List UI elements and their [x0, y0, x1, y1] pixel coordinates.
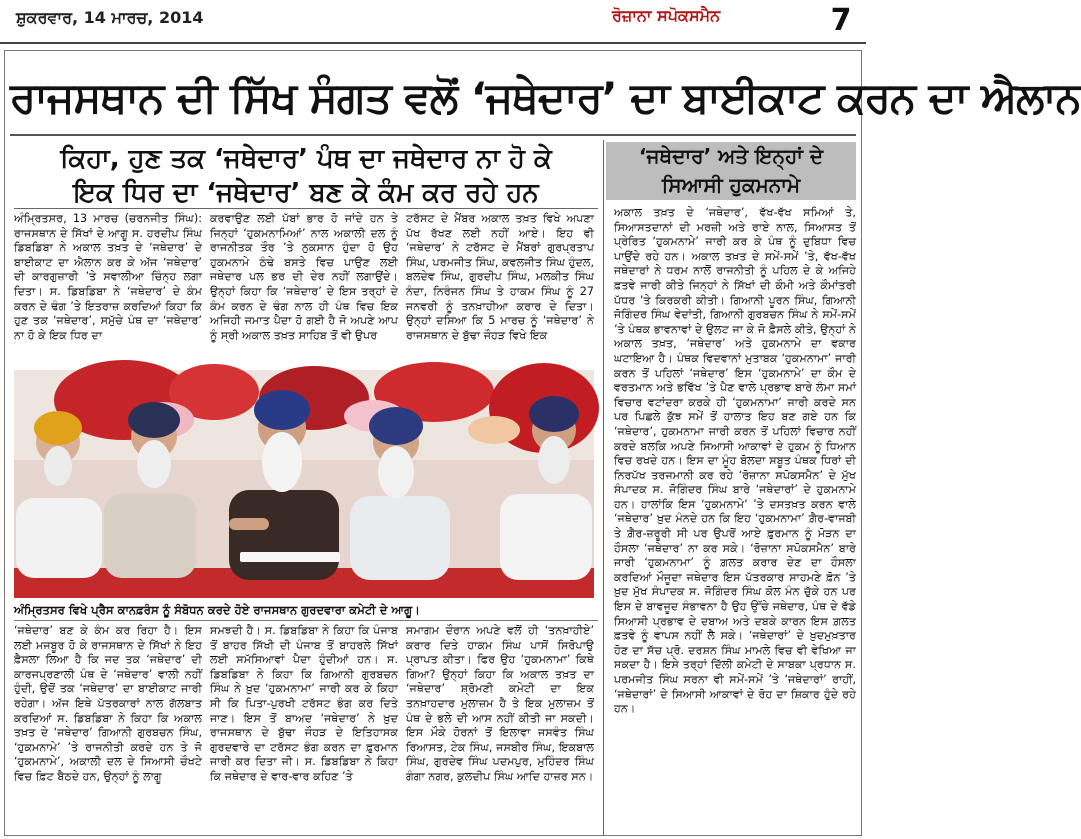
article-text: ਅੰਮ੍ਰਿਤਸਰ, 13 ਮਾਰਚ (ਚਰਨਜੀਤ ਸਿੰਘ): ਰਾਜਸਥਾਨ ਦੇ ਸਿੱਖਾਂ ਦੇ ਆਗੂ ਸ. ਹਰਦੀਪ ਸਿੰਘ ਡਿਬਡਿਬਾ ਨੇ ਅਕਾਲ ਤਖ਼ਤ ਦੇ ‘ਜਥੇਦਾਰ’ ਦੇ ਬਾਈਕਾਟ ਦਾ ਐਲਾਨ ਕਰ ਕੇ ਅੱਜ ‘ਜਥੇਦਾਰ’ ਦੀ ਕਾਰਗੁਜ਼ਾਰੀ ’ਤੇ ਸਵਾਲੀਆ ਚਿੰਨ੍ਹ ਲਗਾ ਦਿਤਾ। ਸ. ਡਿਬਡਿਬਾ ਨੇ ‘ਜਥੇਦਾਰ’ ਦੇ ਕੰਮ ਕਰਨ ਦੇ ਢੰਗ ’ਤੇ ਇਤਰਾਜ਼ ਕਰਦਿਆਂ ਕਿਹਾ ਕਿ ਹੁਣ ਤਕ ‘ਜਥੇਦਾਰ’, ਸਮੁੱਚੇ ਪੰਥ ਦਾ ‘ਜਥੇਦਾਰ’ ਨਾ ਹੋ ਕੇ ਇਕ ਧਿਰ ਦਾ [14, 212, 202, 342]
sidebar-title-line-2: ਸਿਆਸੀ ਹੁਕਮਨਾਮੇ [661, 173, 801, 197]
turban-4 [369, 407, 423, 445]
subheadline [14, 142, 598, 210]
article-text: ਸਮਾਗਮ ਦੌਰਾਨ ਅਪਣੇ ਵਲੋਂ ਹੀ ‘ਤਨਖ਼ਾਹੀਏ’ ਕਰਾਰ ਦਿਤੇ ਹਾਕਮ ਸਿੰਘ ਪਾਸੋਂ ਸਿਰੋਪਾਉ ਪ੍ਰਾਪਤ ਕੀਤਾ। ਫਿਰ ਉਹ ‘ਹੁਕਮਨਾਮਾ’ ਕਿਥੇ ਗਿਆ? ਉਨ੍ਹਾਂ ਕਿਹਾ ਕਿ ਅਕਾਲ ਤਖ਼ਤ ਦਾ ‘ਜਥੇਦਾਰ’ ਸ਼੍ਰੋਮਣੀ ਕਮੇਟੀ ਦਾ ਇਕ ਤਨਖ਼ਾਹਦਾਰ ਮੁਲਾਜ਼ਮ ਹੈ ਤੇ ਇਕ ਮੁਲਾਜ਼ਮ ਤੋਂ ਪੰਥ ਦੇ ਭਲੇ ਦੀ ਆਸ ਨਹੀਂ ਕੀਤੀ ਜਾ ਸਕਦੀ। ਇਸ ਮੌਕੇ ਹੋਰਨਾਂ ਤੋਂ ਇਲਾਵਾ ਜਸਵੰਤ ਸਿੰਘ ਰਿਆਸਤ, ਟੇਕ ਸਿੰਘ, ਜਸਬੀਰ ਸਿੰਘ, ਇਕਬਾਲ ਸਿੰਘ, ਗੁਰਦੇਵ ਸਿੰਘ ਪਦਮਪੁਰ, ਮੁਹਿੰਦਰ ਸਿੰਘ ਗੰਗਾ ਨਗਰ, ਕੁਲਦੀਪ ਸਿੰਘ ਆਦਿ ਹਾਜ਼ਰ ਸਨ। [406, 624, 594, 783]
masthead [0, 0, 866, 44]
turban-1 [34, 411, 82, 445]
article-text: ਟਰੱਸਟ ਦੇ ਮੈਂਬਰ ਅਕਾਲ ਤਖ਼ਤ ਵਿਖੇ ਅਪਣਾ ਪੱਖ ਰੱਖਣ ਲਈ ਨਹੀਂ ਆਏ। ਇਹ ਵੀ ‘ਜਥੇਦਾਰ’ ਨੇ ਟਰੱਸਟ ਦੇ ਮੈਂਬਰਾਂ ਗੁਰਪ੍ਰਤਾਪ ਸਿੰਘ, ਪਰਮਜੀਤ ਸਿੰਘ, ਕਵਲਜੀਤ ਸਿੰਘ ਹੁੰਦਲ, ਬਲਦੇਵ ਸਿੰਘ, ਗੁਰਦੀਪ ਸਿੰਘ, ਮਲਕੀਤ ਸਿੰਘ ਨੰਦਾ, ਨਿਰੰਜਨ ਸਿੰਘ ਤੇ ਹਾਕਮ ਸਿੰਘ ਨੂੰ 27 ਜਨਵਰੀ ਨੂੰ ਤਨਖ਼ਾਹੀਆ ਕਰਾਰ ਦੇ ਦਿਤਾ। ਉਨ੍ਹਾਂ ਦਸਿਆ ਕਿ 5 ਮਾਰਚ ਨੂੰ ‘ਜਥੇਦਾਰ’ ਨੇ ਰਾਜਸਥਾਨ ਦੇ ਬੁੱਢਾ ਜੌਹੜ ਵਿਖੇ ਇਕ [406, 212, 594, 342]
article-column-2-top [210, 212, 398, 366]
article-column-2-bottom [210, 624, 398, 834]
article-column-1-bottom [14, 624, 202, 834]
headline: ਰਾਜਸਥਾਨ ਦੀ ਸਿੱਖ ਸੰਗਤ ਵਲੋਂ ‘ਜਥੇਦਾਰ’ ਦਾ ਬਾਈਕਾਟ ਕਰਨ ਦਾ ਐਲਾਨ [10, 62, 856, 136]
page-number: 7 [818, 2, 864, 40]
sidebar-body [614, 206, 856, 832]
subheadline-line-2: ਇਕ ਧਿਰ ਦਾ ‘ਜਥੇਦਾਰ’ ਬਣ ਕੇ ਕੰਮ ਕਰ ਰਹੇ ਹਨ [73, 178, 539, 208]
article-text: ਸਮਝਦੀ ਹੈ। ਸ. ਡਿਬਡਿਬਾ ਨੇ ਕਿਹਾ ਕਿ ਪੰਜਾਬ ਤੋਂ ਬਾਹਰ ਸਿੱਖੀ ਦੀ ਪੰਜਾਬ ਤੋਂ ਬਾਹਰਲੇ ਸਿੱਖਾਂ ਲਈ ਸਮੱਸਿਆਵਾਂ ਪੈਦਾ ਹੁੰਦੀਆਂ ਹਨ। ਸ. ਡਿਬਡਿਬਾ ਨੇ ਕਿਹਾ ਕਿ ਗਿਆਨੀ ਗੁਰਬਚਨ ਸਿੰਘ ਨੇ ਖ਼ੁਦ ‘ਹੁਕਮਨਾਮਾ’ ਜਾਰੀ ਕਰ ਕੇ ਕਿਹਾ ਸੀ ਕਿ ਪਿਤਾ-ਪੁਰਖੀ ਟਰੱਸਟ ਭੰਗ ਕਰ ਦਿਤੇ ਜਾਣ। ਇਸ ਤੋਂ ਬਾਅਦ ‘ਜਥੇਦਾਰ’ ਨੇ ਖ਼ੁਦ ਰਾਜਸਥਾਨ ਦੇ ਬੁੱਢਾ ਜੌਹੜ ਦੇ ਇਤਿਹਾਸਕ ਗੁਰਦਵਾਰੇ ਦਾ ਟਰੱਸਟ ਭੰਗ ਕਰਨ ਦਾ ਫ਼ੁਰਮਾਨ ਜਾਰੀ ਕਰ ਦਿਤਾ ਜੀ। ਸ. ਡਿਬਡਿਬਾ ਨੇ ਕਿਹਾ ਕਿ ਜਥੇਦਾਰ ਦੇ ਵਾਰ-ਵਾਰ ਕਹਿਣ ’ਤੇ [210, 624, 398, 783]
article-text: ‘ਜਥੇਦਾਰ’ ਬਣ ਕੇ ਕੰਮ ਕਰ ਰਿਹਾ ਹੈ। ਇਸ ਲਈ ਮਜਬੂਰ ਹੋ ਕੇ ਰਾਜਸਥਾਨ ਦੇ ਸਿੱਖਾਂ ਨੇ ਇਹ ਫ਼ੈਸਲਾ ਲਿਆ ਹੈ ਕਿ ਜਦ ਤਕ ‘ਜਥੇਦਾਰ’ ਦੀ ਕਾਰਜਪ੍ਰਣਾਲੀ ਪੰਥ ਦੇ ‘ਜਥੇਦਾਰ’ ਵਾਲੀ ਨਹੀਂ ਹੁੰਦੀ, ਉਦੋਂ ਤਕ ‘ਜਥੇਦਾਰ’ ਦਾ ਬਾਈਕਾਟ ਜਾਰੀ ਰਹੇਗਾ। ਅੱਜ ਇਥੇ ਪੱਤਰਕਾਰਾਂ ਨਾਲ ਗੱਲਬਾਤ ਕਰਦਿਆਂ ਸ. ਡਿਬਡਿਬਾ ਨੇ ਕਿਹਾ ਕਿ ਅਕਾਲ ਤਖ਼ਤ ਦੇ ‘ਜਥੇਦਾਰ’ ਗਿਆਨੀ ਗੁਰਬਚਨ ਸਿੰਘ, ‘ਹੁਕਮਨਾਮੇ’ ’ਤੇ ਰਾਜਨੀਤੀ ਕਰਦੇ ਹਨ ਤੇ ਜੋ ‘ਹੁਕਮਨਾਮੇ’, ਅਕਾਲੀ ਦਲ ਦੇ ਸਿਆਸੀ ਚੌਖਟੇ ਵਿਚ ਫ਼ਿਟ ਬੈਠਦੇ ਹਨ, ਉਨ੍ਹਾਂ ਨੂੰ ਲਾਗੂ [14, 624, 202, 783]
article-column-3-top [406, 212, 594, 366]
turban-5 [529, 396, 579, 432]
press-conference-photo [14, 370, 594, 598]
article-column-3-bottom [406, 624, 594, 834]
article-text: ਕਰਵਾਉਣ ਲਈ ਪੱਬਾਂ ਭਾਰ ਹੋ ਜਾਂਦੇ ਹਨ ਤੇ ਜਿਨ੍ਹਾਂ ‘ਹੁਕਮਨਾਮਿਆਂ’ ਨਾਲ ਅਕਾਲੀ ਦਲ ਨੂੰ ਰਾਜਨੀਤਕ ਤੌਰ ’ਤੇ ਨੁਕਸਾਨ ਹੁੰਦਾ ਹੋ ਉਹ ਹੁਕਮਨਾਮੇ ਠੰਢੇ ਬਸਤੇ ਵਿਚ ਪਾਉਣ ਲਈ ਜਥੇਦਾਰ ਪਲ ਭਰ ਦੀ ਦੇਰ ਨਹੀਂ ਲਗਾਉਂਦੇ। ਉਨ੍ਹਾਂ ਕਿਹਾ ਕਿ ‘ਜਥੇਦਾਰ’ ਦੇ ਇਸ ਤਰ੍ਹਾਂ ਦੇ ਕੰਮ ਕਰਨ ਦੇ ਢੰਗ ਨਾਲ ਹੀ ਪੰਥ ਵਿਚ ਇਕ ਅਜਿਹੀ ਜਮਾਤ ਪੈਦਾ ਹੋ ਗਈ ਹੈ ਜੋ ਅਪਣੇ ਆਪ ਨੂੰ ਸ੍ਰੀ ਅਕਾਲ ਤਖ਼ਤ ਸਾਹਿਬ ਤੋਂ ਵੀ ਉਪਰ [210, 212, 398, 342]
article-column-1-top [14, 212, 202, 366]
press-conference-illustration [14, 370, 594, 598]
turban-2 [128, 402, 180, 438]
paper-name: ਰੋਜ਼ਾਨਾ ਸਪੋਕਸਮੈਨ [612, 6, 721, 25]
column-divider [603, 140, 604, 836]
sidebar-text: ਅਕਾਲ ਤਖ਼ਤ ਦੇ ‘ਜਥੇਦਾਰ’, ਵੱਖ-ਵੱਖ ਸਮਿਆਂ ਤੇ, ਸਿਆਸਤਦਾਨਾਂ ਦੀ ਮਰਜ਼ੀ ਅਤੇ ਰਾਏ ਨਾਲ, ਸਿਆਸਤ ਤੋਂ ਪ੍ਰੇਰਿਤ ‘ਹੁਕਮਨਾਮੇ’ ਜਾਰੀ ਕਰ ਕੇ ਪੰਥ ਨੂੰ ਦੁਬਿਧਾ ਵਿਚ ਪਾਉਂਦੇ ਰਹੇ ਹਨ। ਅਕਾਲ ਤਖ਼ਤ ਦੇ ਸਮੇਂ-ਸਮੇਂ ’ਤੇ, ਵੱਖ-ਵੱਖ ਜਥੇਦਾਰਾਂ ਨੇ ਧਰਮ ਨਾਲੋਂ ਰਾਜਨੀਤੀ ਨੂੰ ਪਹਿਲ ਦੇ ਕੇ ਅਜਿਹੇ ਫ਼ਤਵੇ ਜਾਰੀ ਕੀਤੇ ਜਿਨ੍ਹਾਂ ਨੇ ਸਿੱਖਾਂ ਦੀ ਕੌਮੀ ਅਤੇ ਕੌਮਾਂਤਰੀ ਪੱਧਰ ’ਤੇ ਕਿਰਕਰੀ ਕੀਤੀ। ਗਿਆਨੀ ਪੂਰਨ ਸਿੰਘ, ਗਿਆਨੀ ਜੋਗਿੰਦਰ ਸਿੰਘ ਵੇਦਾਂਤੀ, ਗਿਆਨੀ ਗੁਰਬਚਨ ਸਿੰਘ ਨੇ ਸਮੇਂ-ਸਮੇਂ ’ਤੇ ਪੰਥਕ ਭਾਵਨਾਵਾਂ ਦੇ ਉਲਟ ਜਾ ਕੇ ਜੋ ਫ਼ੈਸਲੇ ਕੀਤੇ, ਉਨ੍ਹਾਂ ਨੇ ਅਕਾਲ ਤਖ਼ਤ, ‘ਜਥੇਦਾਰ’ ਅਤੇ ਹੁਕਮਨਾਮੇ ਦਾ ਵਕਾਰ ਘਟਾਇਆ ਹੈ। ਪੰਥਕ ਵਿਦਵਾਨਾਂ ਮੁਤਾਬਕ ‘ਹੁਕਮਨਾਮਾ’ ਜਾਰੀ ਕਰਨ ਤੋਂ ਪਹਿਲਾਂ ‘ਜਥੇਦਾਰ’ ਇਸ ‘ਹੁਕਮਨਾਮੇ’ ਦਾ ਕੌਮ ਦੇ ਵਰਤਮਾਨ ਅਤੇ ਭਵਿੱਖ ’ਤੇ ਪੈਣ ਵਾਲੇ ਪ੍ਰਭਾਵ ਬਾਰੇ ਲੰਮਾ ਸਮਾਂ ਵਿਚਾਰ ਵਟਾਂਦਰਾ ਕਰਕੇ ਹੀ ‘ਹੁਕਮਨਾਮਾ’ ਜਾਰੀ ਕਰਦੇ ਸਨ ਪਰ ਪਿਛਲੇ ਕੁੱਝ ਸਮੇਂ ਤੋਂ ਹਾਲਾਤ ਇਹ ਬਣ ਗਏ ਹਨ ਕਿ ‘ਜਥੇਦਾਰ’, ਹੁਕਮਨਾਮਾ ਜਾਰੀ ਕਰਨ ਤੋਂ ਪਹਿਲਾਂ ਵਿਚਾਰ ਨਹੀਂ ਕਰਦੇ ਬਲਕਿ ਅਪਣੇ ਸਿਆਸੀ ਆਕਾਵਾਂ ਦੇ ਹੁਕਮ ਨੂੰ ਧਿਆਨ ਵਿਚ ਰਖਦੇ ਹਨ। ਇਸ ਦਾ ਮੂੰਹ ਬੋਲਦਾ ਸਬੂਤ ਪੰਥਕ ਧਿਰਾਂ ਦੀ ਨਿਰਪੱਖ ਤਰਜਮਾਨੀ ਕਰ ਰਹੇ ‘ਰੋਜ਼ਾਨਾ ਸਪੋਕਸਮੈਨ’ ਦੇ ਮੁੱਖ ਸੰਪਾਦਕ ਸ. ਜੋਗਿੰਦਰ ਸਿੰਘ ਬਾਰੇ ‘ਜਥੇਦਾਰਾਂ’ ਦੇ ਹੁਕਮਨਾਮੇ ਹਨ। ਹਾਲਾਂਕਿ ਇਸ ‘ਹੁਕਮਨਾਮੇ’ ’ਤੇ ਦਸਤਖ਼ਤ ਕਰਨ ਵਾਲੇ ‘ਜਥੇਦਾਰ’ ਖ਼ੁਦ ਮੰਨਦੇ ਹਨ ਕਿ ਇਹ ‘ਹੁਕਮਨਾਮਾ’ ਗ਼ੈਰ-ਵਾਜਬੀ ਤੇ ਗ਼ੈਰ-ਜ਼ਰੂਰੀ ਸੀ ਪਰ ਉਪਰੋਂ ਆਏ ਫ਼ੁਰਮਾਨ ਨੂੰ ਮੋੜਨ ਦਾ ਹੌਸਲਾ ‘ਜਥੇਦਾਰ’ ਨਾ ਕਰ ਸਕੇ। ‘ਰੋਜ਼ਾਨਾ ਸਪੋਕਸਮੈਨ’ ਬਾਰੇ ਜਾਰੀ ‘ਹੁਕਮਨਾਮਾ’ ਨੂੰ ਗ਼ਲਤ ਕਰਾਰ ਦੇਣ ਦਾ ਹੌਸਲਾ ਕਰਦਿਆਂ ਮੌਜੂਦਾ ਜਥੇਦਾਰ ਇਸ ਪੱਤਰਕਾਰ ਸਾਹਮਣੇ ਫ਼ੋਨ ’ਤੇ ਖ਼ੁਦ ਮੁੱਖ ਸੰਪਾਦਕ ਸ. ਜੋਗਿੰਦਰ ਸਿੰਘ ਕੋਲ ਮੰਨ ਚੁੱਕੇ ਹਨ ਪਰ ਇਸ ਦੇ ਬਾਵਜੂਦ ਸੰਭਾਵਨਾ ਹੈ ਉਹ ਉੱਚੇ ਜਥੇਦਾਰ, ਪੰਥ ਦੇ ਵੱਡੇ ਸਿਆਸੀ ਪ੍ਰਭਾਵ ਦੇ ਦਬਾਅ ਅਤੇ ਦਬਕੇ ਕਾਰਨ ਇਸ ਗ਼ਲਤ ਫ਼ਤਵੇ ਨੂੰ ਵਾਪਸ ਨਹੀਂ ਲੈ ਸਕੇ। ‘ਜਥੇਦਾਰਾਂ’ ਦੇ ਖ਼ੁਦਮੁਖ਼ਤਾਰ ਹੋਣ ਦਾ ਸੱਚ ਪ੍ਰੋ. ਦਰਸ਼ਨ ਸਿੰਘ ਮਾਮਲੇ ਵਿਚ ਵੀ ਵੇਖਿਆ ਜਾ ਸਕਦਾ ਹੈ। ਇਸੇ ਤਰ੍ਹਾਂ ਦਿੱਲੀ ਕਮੇਟੀ ਦੇ ਸਾਬਕਾ ਪ੍ਰਧਾਨ ਸ. ਪਰਮਜੀਤ ਸਿੰਘ ਸਰਨਾ ਵੀ ਸਮੇਂ-ਸਮੇਂ ’ਤੇ ‘ਜਥੇਦਾਰਾਂ’ ਰਾਹੀਂ, ‘ਜਥੇਦਾਰਾਂ’ ਦੇ ਸਿਆਸੀ ਆਕਾਵਾਂ ਦੇ ਰੋਹ ਦਾ ਸ਼ਿਕਾਰ ਹੁੰਦੇ ਰਹੇ ਹਨ। [614, 206, 856, 716]
subheadline-line-1: ਕਿਹਾ, ਹੁਣ ਤਕ ‘ਜਥੇਦਾਰ’ ਪੰਥ ਦਾ ਜਥੇਦਾਰ ਨਾ ਹੋ ਕੇ [60, 144, 552, 174]
turban-3 [254, 390, 310, 430]
sidebar-title [606, 142, 856, 200]
photo-caption: ਅੰਮ੍ਰਿਤਸਰ ਵਿਖੇ ਪ੍ਰੈਸ ਕਾਨਫ਼ਰੰਸ ਨੂੰ ਸੰਬੋਧਨ ਕਰਦੇ ਹੋਏ ਰਾਜਸਥਾਨ ਗੁਰਦਵਾਰਾ ਕਮੇਟੀ ਦੇ ਆਗੂ। [14, 600, 598, 621]
subheadline-divider [14, 208, 598, 209]
issue-date: ਸ਼ੁਕਰਵਾਰ, 14 ਮਾਰਚ, 2014 [16, 8, 204, 27]
sidebar-title-line-1: ‘ਜਥੇਦਾਰ’ ਅਤੇ ਇਨ੍ਹਾਂ ਦੇ [638, 144, 824, 168]
